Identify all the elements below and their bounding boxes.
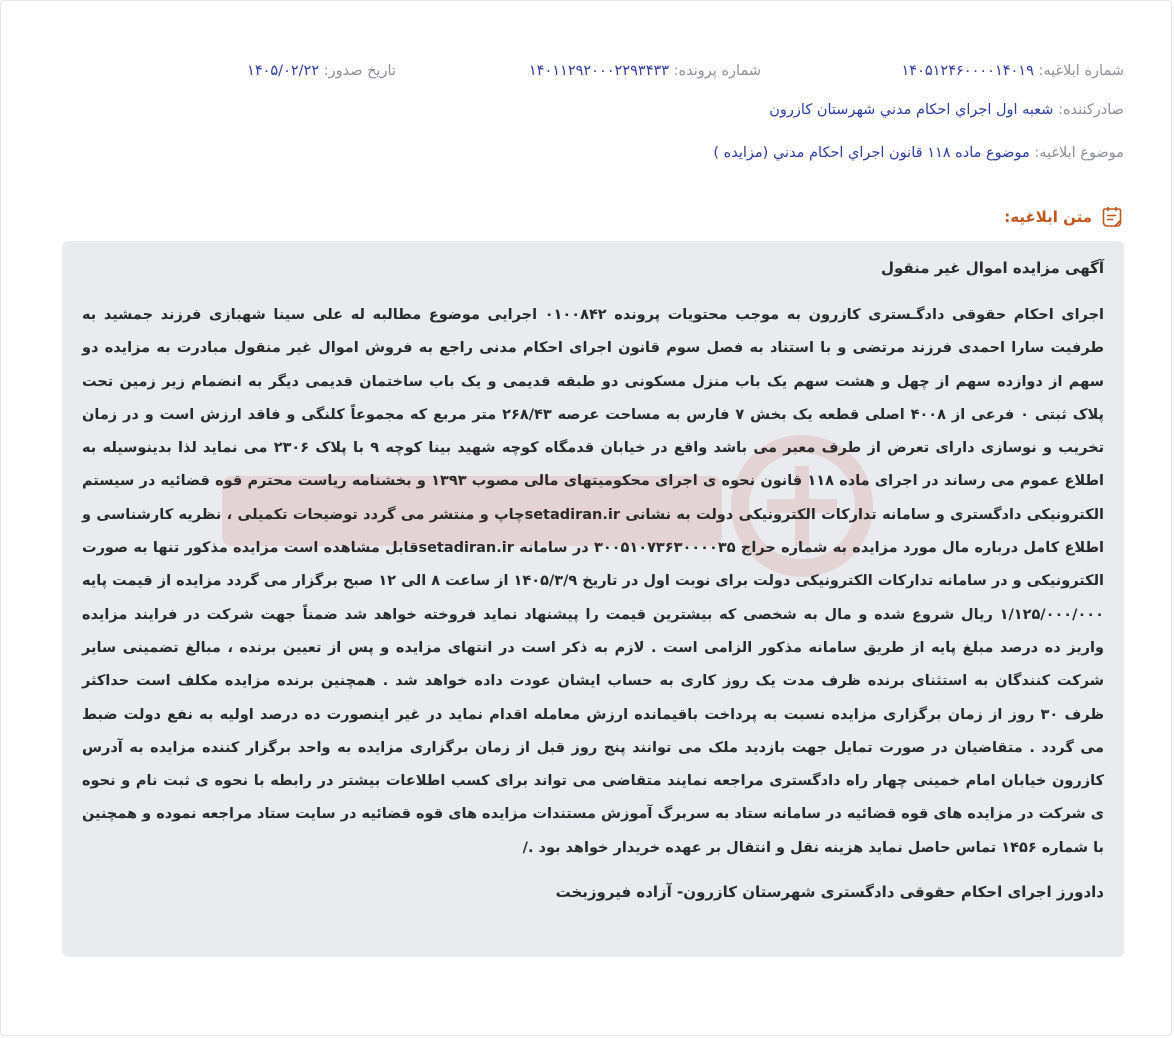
notice-meta-row — [1, 59, 1124, 83]
notice-number-label: شماره ابلاغيه: — [1038, 63, 1124, 79]
notice-number — [901, 63, 1124, 79]
subject — [713, 145, 1124, 161]
notice-text-section-header — [1004, 204, 1124, 230]
notice-signature: دادورز اجرای احکام حقوقی دادگستری شهرستان کازرون- آزاده فیروزبخت — [555, 883, 1104, 902]
case-number-value: ۱۴۰۱۱۲۹۲۰۰۰۲۲۹۳۴۳۳ — [528, 63, 670, 79]
case-number — [529, 63, 761, 79]
subject-value: موضوع ماده ۱۱۸ قانون اجراي احكام مدني (مزايده ) — [713, 145, 1030, 161]
issuer-label: صادرکننده: — [1058, 102, 1124, 118]
notice-content-box — [62, 241, 1124, 957]
notice-body: اجرای احکام حقوقی دادگـستری کازرون به موجب محتویات پرونده ۰۱۰۰۸۴۲ اجرایی موضوع مطالبه له علی سینا شهبازی فرزند جمشید به طرفیت سارا احمدی فرزند مرتضی و با استناد به فصل سوم قانون اجرای احکام مدنی راجع به فروش اموال غیر منقول مبادرت به مزایده دو سهم از دوازده سهم از چهل و هشت سهم یک باب منزل مسکونی دو طبقه قدیمی و یک باب ساختمان قدیمی دیگر به انضمام زیر زمین تحت پلاک ثبتی ۰ فرعی از ۴۰۰۸ اصلی قطعه یک بخش ۷ فارس به مساحت عرصه ۲۶۸/۴۳ متر مربع که مجموعاً کلنگی و فاقد ارزش است و در زمان تخریب و نوسازی دارای تعرض از طرف معبر می باشد واقع در خیابان قدمگاه کوچه شهید بینا کوچه ۹ با پلاک ۲۳۰۶ می نماید لذا بدینوسیله به اطلاع عموم می رساند در اجرای ماده ۱۱۸ قانون نحوه ی اجرای محکومیتهای مالی مصوب ۱۳۹۳ و بخشنامه ریاست محترم قوه قضائیه در سیستم الکترونیکی دادگستری و سامانه تدارکات الکترونیکی دولت به نشانی setadiran.irچاپ و منتشر می گردد توضیحات تکمیلی ، نظریه کارشناسی و اطلاع کامل درباره مال مورد مزایده به شماره حراج ۳۰۰۵۱۰۷۳۶۳۰۰۰۰۳۵ در سامانه setadiran.irقابل مشاهده است مزایده مذکور تنها به صورت الکترونیکی و در سامانه تدارکات الکترونیکی دولت برای نوبت اول در تاریخ ۱۴۰۵/۳/۹ از ساعت ۸ الی ۱۲ صبح برگزار می گردد مزایده از قیمت پایه ۱/۱۲۵/۰۰۰/۰۰۰ ریال شروع شده و مال به شخصی که بیشترین قیمت را پیشنهاد نماید فروخته خواهد شد ضمناً جهت شرکت در فرایند مزایده واریز ده درصد مبلغ پایه از طریق سامانه مذکور الزامی است . لازم به ذکر است در انتهای مزایده و پس از تعیین برنده ، مبالغ تضمینی سایر شرکت کنندگان به استثنای برنده ظرف مدت یک روز کاری به حساب ایشان عودت داده خواهد شد . همچنین برنده مزایده مکلف است حداکثر ظرف ۳۰ روز از زمان برگزاری مزایده نسبت به پرداخت باقیمانده ارزش معامله اقدام نماید در غیر اینصورت ده درصد اولیه به نفع دولت ضبط می گردد . متقاضیان در صورت تمایل جهت بازدید ملک می توانند پنج روز قبل از زمان برگزاری مزایده به واحد برگزار کننده مزایده به آدرس کازرون خیابان امام خمینی چهار راه دادگستری مراجعه نمایند متقاضی می تواند برای کسب اطلاعات بیشتر در رابطه با نحوه ی ثبت نام و نحوه ی شرکت در مزایده های قوه قضائیه در سامانه ستاد به سربرگ آموزش مستندات مزایده های قوه قضائیه در سایت ستاد مراجعه نموده و همچنین با شماره ۱۴۵۶ تماس حاصل نماید هزینه نقل و انتقال بر عهده خریدار خواهد بود ./ — [82, 307, 1105, 856]
case-number-label: شماره پرونده: — [673, 63, 761, 79]
issue-date-label: تاریخ صدور: — [323, 63, 396, 79]
notice-number-value: ۱۴۰۵۱۲۴۶۰۰۰۰۱۴۰۱۹ — [901, 63, 1034, 79]
issue-date-value: ۱۴۰۵/۰۲/۲۲ — [247, 63, 320, 79]
issue-date — [247, 63, 396, 79]
subject-label: موضوع ابلاغيه: — [1034, 145, 1124, 161]
notice-heading: آگهی مزایده اموال غیر منقول — [880, 259, 1104, 277]
section-title: متن ابلاغیه: — [1004, 208, 1092, 226]
document-text-icon — [1100, 205, 1124, 229]
issuer-value: شعبه اول اجراي احكام مدني شهرستان كازرون — [769, 102, 1054, 118]
issuer — [769, 102, 1124, 118]
